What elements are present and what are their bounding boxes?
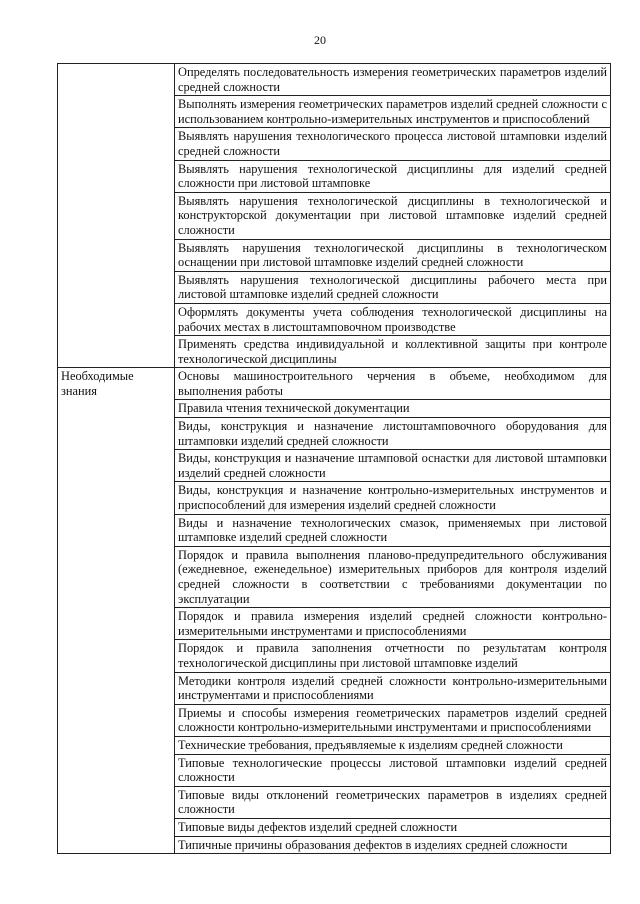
page-number: 20 — [314, 33, 326, 47]
knowledge-item: Виды и назначение технологических смазок, применяемых при листовой штамповке изделий средней сложности — [175, 514, 611, 546]
knowledge-item: Виды, конструкция и назначение штамповой оснастки для листовой штамповки изделий средней сложности — [175, 450, 611, 482]
knowledge-item: Типовые технологические процессы листовой штамповки изделий средней сложности — [175, 754, 611, 786]
knowledge-item: Методики контроля изделий средней сложности контрольно-измерительными инструментами и приспособлениями — [175, 672, 611, 704]
knowledge-item: Порядок и правила измерения изделий средней сложности контрольно-измерительными инструментами и приспособлениями — [175, 608, 611, 640]
knowledge-label: Необходимые знания — [58, 368, 175, 854]
skill-item: Выявлять нарушения технологической дисциплины для изделий средней сложности при листовой штамповке — [175, 160, 611, 192]
competency-table — [57, 63, 611, 854]
skill-item: Выявлять нарушения технологического процесса листовой штамповки изделий средней сложности — [175, 128, 611, 160]
skill-item: Оформлять документы учета соблюдения технологической дисциплины на рабочих местах в листоштамповочном производстве — [175, 303, 611, 335]
skill-item: Выявлять нарушения технологической дисциплины в технологической и конструкторской документации при листовой штамповке изделий средней сложности — [175, 192, 611, 239]
knowledge-item: Приемы и способы измерения геометрических параметров изделий средней сложности контрольно-измерительными инструментами и приспособлениями — [175, 704, 611, 736]
knowledge-item: Типовые виды отклонений геометрических параметров в изделиях средней сложности — [175, 786, 611, 818]
knowledge-item: Порядок и правила заполнения отчетности по результатам контроля технологической дисциплины при листовой штамповке изделий — [175, 640, 611, 672]
knowledge-item: Технические требования, предъявляемые к изделиям средней сложности — [175, 736, 611, 754]
table-row — [58, 368, 611, 400]
knowledge-item: Правила чтения технической документации — [175, 400, 611, 418]
knowledge-item: Порядок и правила выполнения планово-предупредительного обслуживания (ежедневное, еженедельное) измерительных приборов для контроля изделий средней сложности в соответствии с требованиями документации по эксплуатации — [175, 546, 611, 607]
knowledge-item: Виды, конструкция и назначение контрольно-измерительных инструментов и приспособлений для измерения изделий средней сложности — [175, 482, 611, 514]
knowledge-item: Типовые виды дефектов изделий средней сложности — [175, 818, 611, 836]
skill-item: Выполнять измерения геометрических параметров изделий средней сложности с использованием контрольно-измерительных инструментов и приспособлений — [175, 96, 611, 128]
skills-label-cell — [58, 64, 175, 368]
knowledge-item: Виды, конструкция и назначение листоштамповочного оборудования для штамповки изделий средней сложности — [175, 418, 611, 450]
skill-item: Выявлять нарушения технологической дисциплины рабочего места при листовой штамповке изделий средней сложности — [175, 271, 611, 303]
knowledge-item: Типичные причины образования дефектов в изделиях средней сложности — [175, 836, 611, 854]
skill-item: Применять средства индивидуальной и коллективной защиты при контроле технологической дисциплины — [175, 336, 611, 368]
knowledge-item: Основы машиностроительного черчения в объеме, необходимом для выполнения работы — [175, 368, 611, 400]
table-row — [58, 64, 611, 96]
skill-item: Определять последовательность измерения геометрических параметров изделий средней сложности — [175, 64, 611, 96]
skill-item: Выявлять нарушения технологической дисциплины в технологическом оснащении при листовой штамповке изделий средней сложности — [175, 239, 611, 271]
